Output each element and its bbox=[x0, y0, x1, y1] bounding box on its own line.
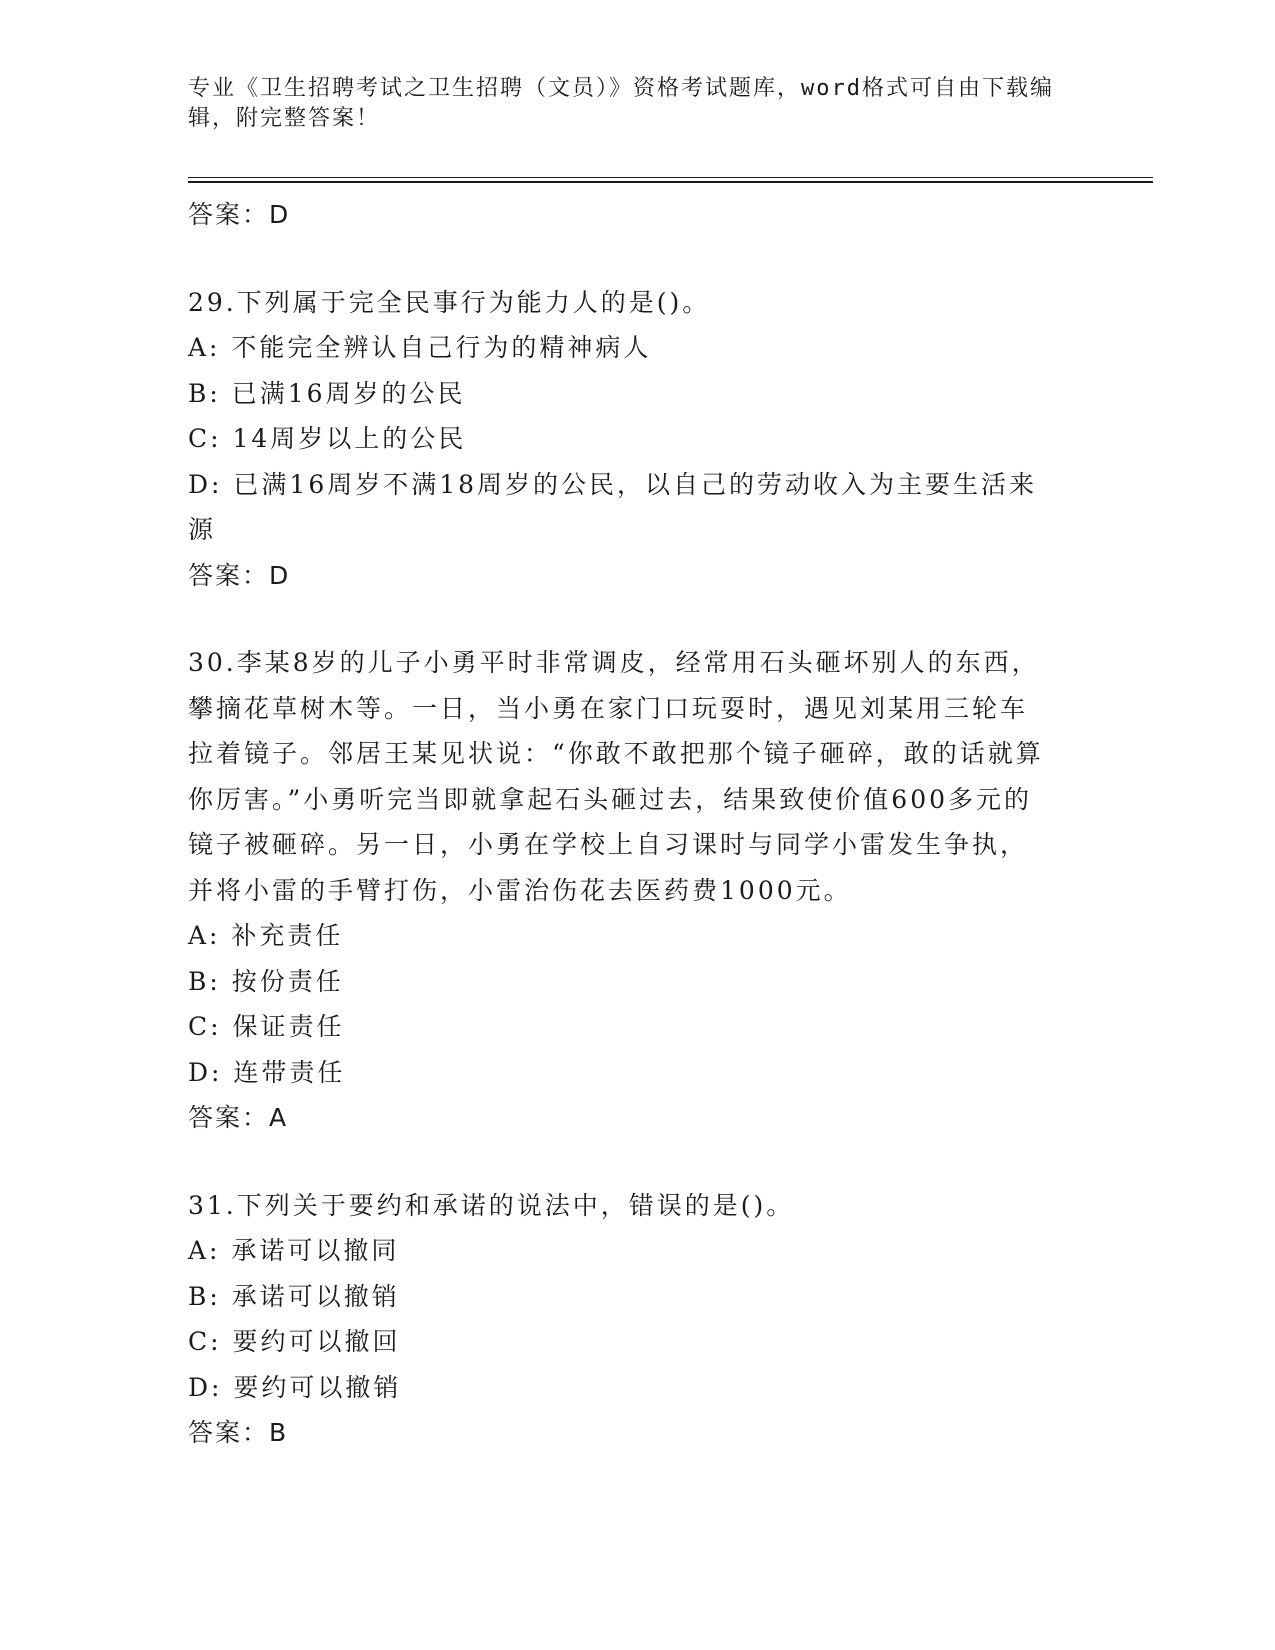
option-d: D: 要约可以撤销 bbox=[188, 1372, 402, 1402]
option-d: D: 连带责任 bbox=[188, 1057, 346, 1087]
header-divider-thick bbox=[188, 181, 1153, 183]
option-a: A: 不能完全辨认自己行为的精神病人 bbox=[188, 333, 652, 362]
option-b: B: 承诺可以撤销 bbox=[188, 1281, 400, 1311]
answer-label: 答案：B bbox=[188, 1418, 289, 1447]
question-30 bbox=[188, 640, 1088, 1141]
question-stem: 30.李某8岁的儿子小勇平时非常调皮，经常用石头砸坏别人的东西，攀摘花草树木等。一日，当小勇在家门口玩耍时，遇见刘某用三轮车拉着镜子。邻居王某见状说：“你敢不敢把那个镜子砸碎，敢的话就算你厉害。”小勇听完当即就拿起石头砸过去，结果致使价值600多元的镜子被砸碎。另一日，小勇在学校上自习课时与同学小雷发生争执，并将小雷的手臂打伤，小雷治伤花去医药费1000元。 bbox=[188, 648, 1044, 905]
option-b: B: 已满16周岁的公民 bbox=[188, 378, 466, 408]
option-a: A: 承诺可以撤同 bbox=[188, 1236, 400, 1265]
document-header: 专业《卫生招聘考试之卫生招聘（文员）》资格考试题库，word格式可自由下载编辑，附完整答案！ bbox=[188, 76, 1054, 131]
option-b: B: 按份责任 bbox=[188, 966, 344, 996]
question-31 bbox=[188, 1183, 1088, 1456]
answer-label: 答案：D bbox=[188, 560, 291, 590]
question-stem: 31.下列关于要约和承诺的说法中，错误的是()。 bbox=[188, 1190, 795, 1220]
question-stem: 29.下列属于完全民事行为能力人的是()。 bbox=[188, 287, 711, 317]
header-divider-thin bbox=[188, 177, 1153, 178]
question-29 bbox=[188, 280, 1088, 599]
option-c: C: 要约可以撤回 bbox=[188, 1327, 401, 1356]
content-area bbox=[188, 192, 1088, 1456]
answer-label: 答案：D bbox=[188, 200, 291, 229]
option-d: D: 已满16周岁不满18周岁的公民，以自己的劳动收入为主要生活来源 bbox=[188, 469, 1038, 544]
option-a: A: 补充责任 bbox=[188, 921, 344, 950]
option-c: C: 14周岁以上的公民 bbox=[188, 424, 467, 453]
answer-label: 答案：A bbox=[188, 1103, 289, 1132]
option-c: C: 保证责任 bbox=[188, 1012, 345, 1041]
